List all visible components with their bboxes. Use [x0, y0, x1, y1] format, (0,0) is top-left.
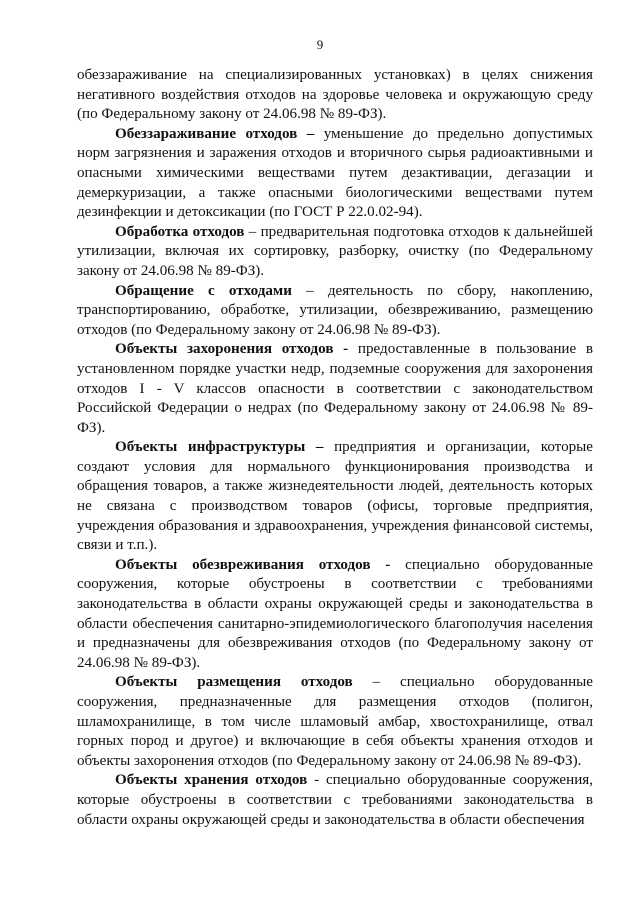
defined-term: Обеззараживание отходов –	[115, 125, 315, 142]
defined-term: Объекты захоронения отходов -	[115, 341, 349, 358]
page-number: 9	[316, 37, 324, 52]
defined-term: Объекты хранения отходов	[115, 772, 308, 789]
defined-term: Объекты размещения отходов	[115, 674, 353, 691]
defined-term: Объекты обезвреживания отходов -	[115, 556, 391, 573]
paragraph-definition-placement-facilities	[77, 673, 593, 771]
paragraph-definition-handling	[77, 282, 593, 341]
paragraph-definition-processing	[77, 223, 593, 282]
paragraph-definition-infrastructure	[77, 438, 593, 556]
paragraph-continuation	[77, 66, 593, 125]
defined-term: Обращение с отходами	[115, 282, 292, 299]
paragraph-text: обеззараживание на специализированных установках) в целях снижения негативного воздействия отходов на здоровье человека и окружающую среду (по Федеральному закону от 24.06.98 № 89-ФЗ).	[77, 67, 593, 123]
defined-term: Объекты инфраструктуры –	[115, 439, 324, 456]
definition-text: уменьшение до предельно допустимых норм загрязнения и заражения отходов и вторичного сырья радиоактивными и опасными химическими веществами путем дезактивации, дегазации и демеркуризации, а также опасными биологическими веществами путем дезинфекции и детоксикации (по ГОСТ Р 22.0.02-94).	[77, 125, 593, 221]
definition-text: предоставленные в пользование в установленном порядке участки недр, подземные сооружения для захоронения отходов I - V классов опасности в соответствии с законодательством Российской Федерации о недрах (по Федеральному закону от 24.06.98 № 89-ФЗ).	[77, 341, 594, 436]
paragraph-definition-burial-facilities	[77, 340, 593, 438]
definition-text: – предварительная подготовка отходов к дальнейшей утилизации, включая их сортировку, разборку, очистку (по Федеральному закону от 24.06.98 № 89-ФЗ).	[77, 223, 593, 279]
definition-text: – специально оборудованные сооружения, предназначенные для размещения отходов (полигон, шламохранилище, в том числе шламовый амбар, хвостохранилище, отвал горных пород и другое) и включающие в себя объекты хранения отходов и объекты захоронения отходов (по Федеральному закону от 24.06.98 № 89-ФЗ).	[77, 674, 593, 769]
definition-text: – деятельность по сбору, накоплению, транспортированию, обработке, утилизации, обезвреживанию, размещению отходов (по Федеральному закону от 24.06.98 № 89-ФЗ).	[77, 282, 593, 338]
definition-text: специально оборудованные сооружения, которые обустроены в соответствии с требованиями законодательства в области охраны окружающей среды и законодательства в области обеспечения санитарно-эпидемиологического благополучия населения и предназначены для обезвреживания отходов (по Федеральному закону от 24.06.98 № 89-ФЗ).	[77, 556, 593, 671]
paragraph-definition-decontamination	[77, 125, 593, 223]
definition-text: - специально оборудованные сооружения, которые обустроены в соответствии с требованиями законодательства в области охраны окружающей среды и законодательства в области обеспечения	[77, 772, 593, 828]
paragraph-definition-storage-facilities	[77, 771, 593, 830]
defined-term: Обработка отходов	[115, 223, 245, 240]
definition-text: предприятия и организации, которые создают условия для нормального функционирования производства и обращения товаров, а также жизнедеятельности людей, деятельность которых не связана с производством товаров (офисы, торговые предприятия, учреждения образования и здравоохранения, учреждения финансовой системы, связи и т.п.).	[77, 439, 594, 554]
document-body	[77, 66, 593, 830]
paragraph-definition-neutralization-facilities	[77, 556, 593, 674]
